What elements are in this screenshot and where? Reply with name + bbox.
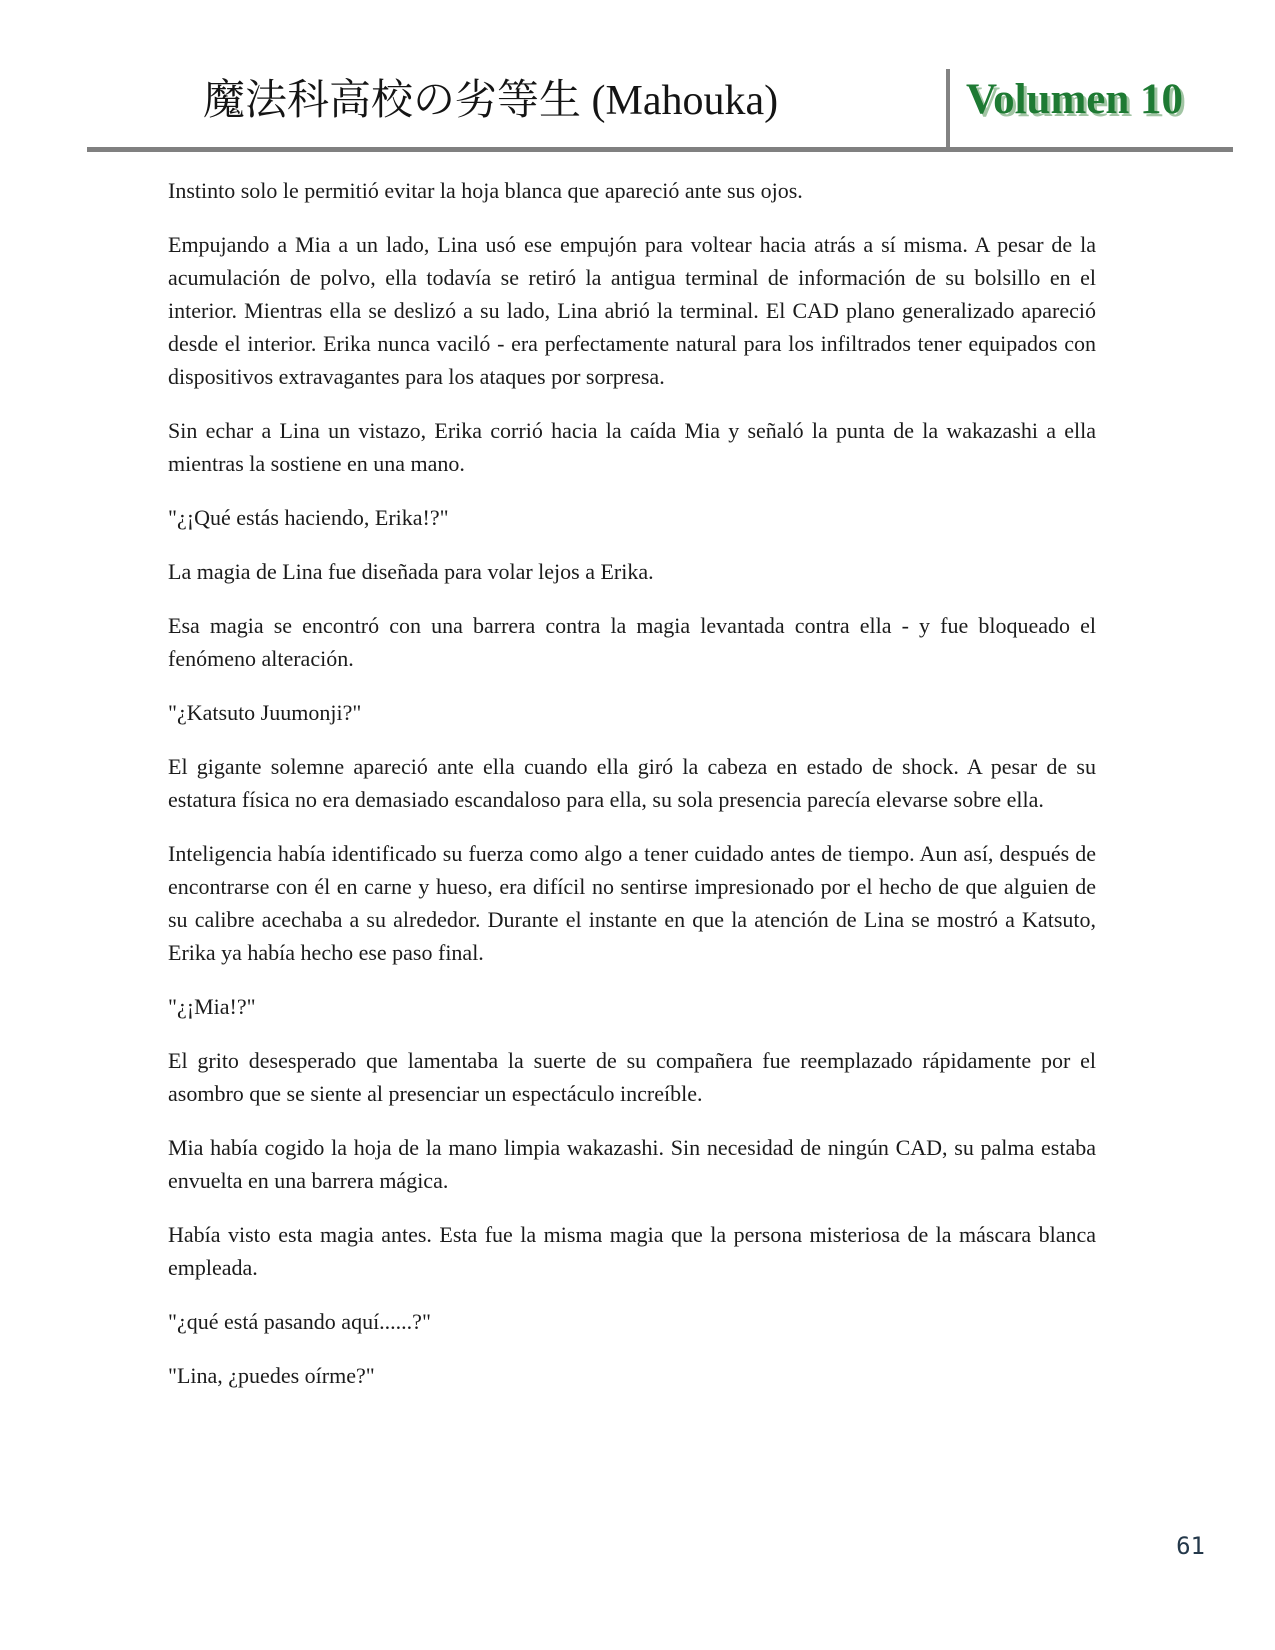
paragraph: La magia de Lina fue diseñada para volar lejos a Erika.	[168, 559, 654, 584]
series-title: 魔法科高校の劣等生 (Mahouka)	[203, 78, 779, 124]
dialogue-line: "¿¡Mia!?"	[168, 994, 256, 1019]
page-text	[168, 174, 1096, 1413]
paragraph: Inteligencia había identificado su fuerza como algo a tener cuidado antes de tiempo. Aun así, después de encontrarse con él en carne y hueso, era difícil no sentirse impresionado por el hecho de que alguien de su calibre acechaba a su alrededor. Durante el instante en que la atención de Lina se mostró a Katsuto, Erika ya había hecho ese paso final.	[168, 841, 1096, 965]
paragraph: El grito desesperado que lamentaba la suerte de su compañera fue reemplazado rápidamente por el asombro que se siente al presenciar un espectáculo increíble.	[168, 1048, 1096, 1106]
header-rule	[87, 147, 1233, 152]
dialogue-line: "Lina, ¿puedes oírme?"	[168, 1363, 375, 1388]
paragraph: Sin echar a Lina un vistazo, Erika corrió hacia la caída Mia y señaló la punta de la wakazashi a ella mientras la sostiene en una mano.	[168, 418, 1096, 476]
paragraph: Había visto esta magia antes. Esta fue la misma magia que la persona misteriosa de la máscara blanca empleada.	[168, 1222, 1096, 1280]
volume-label: Volumen 10	[966, 76, 1184, 123]
paragraph: Empujando a Mia a un lado, Lina usó ese empujón para voltear hacia atrás a sí misma. A pesar de la acumulación de polvo, ella todavía se retiró la antigua terminal de información de su bolsillo en el interior. Mientras ella se deslizó a su lado, Lina abrió la terminal. El CAD plano generalizado apareció desde el interior. Erika nunca vaciló - era perfectamente natural para los infiltrados tener equipados con dispositivos extravagantes para los ataques por sorpresa.	[168, 232, 1096, 389]
page-number: 61	[1176, 1532, 1205, 1560]
dialogue-line: "¿¡Qué estás haciendo, Erika!?"	[168, 505, 449, 530]
paragraph: Esa magia se encontró con una barrera contra la magia levantada contra ella - y fue bloqueado el fenómeno alteración.	[168, 613, 1096, 671]
header-vertical-divider	[946, 69, 950, 148]
paragraph: Mia había cogido la hoja de la mano limpia wakazashi. Sin necesidad de ningún CAD, su palma estaba envuelta en una barrera mágica.	[168, 1135, 1096, 1193]
paragraph: El gigante solemne apareció ante ella cuando ella giró la cabeza en estado de shock. A pesar de su estatura física no era demasiado escandaloso para ella, su sola presencia parecía elevarse sobre ella.	[168, 754, 1096, 812]
dialogue-line: "¿Katsuto Juumonji?"	[168, 700, 362, 725]
dialogue-line: "¿qué está pasando aquí......?"	[168, 1309, 431, 1334]
paragraph: Instinto solo le permitió evitar la hoja blanca que apareció ante sus ojos.	[168, 178, 803, 203]
